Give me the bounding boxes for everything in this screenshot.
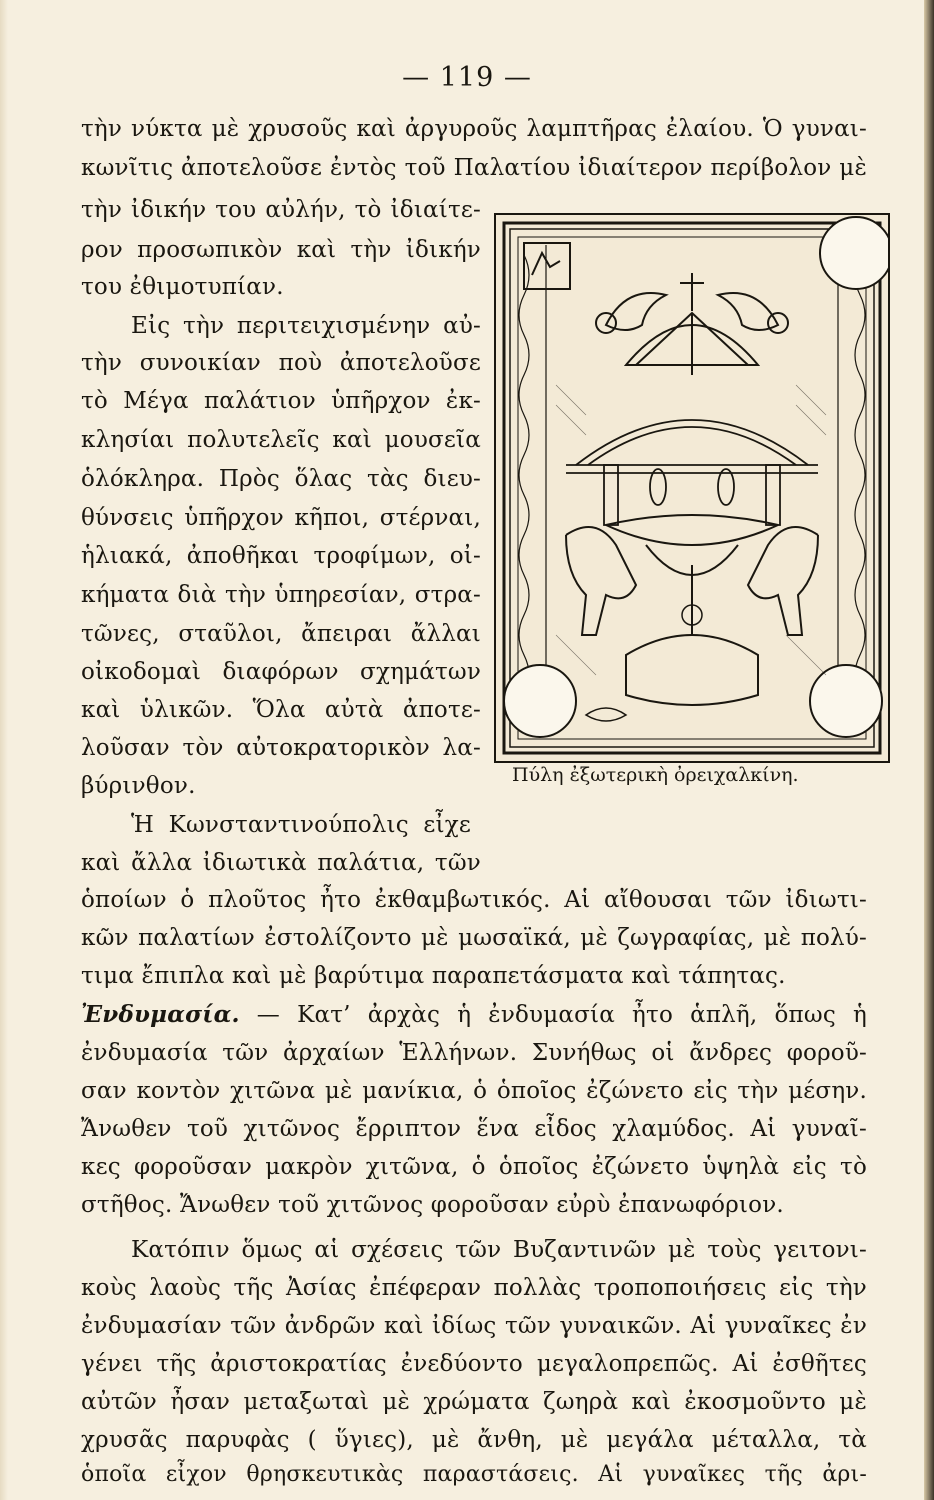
page-number: — 119 — — [402, 62, 532, 93]
text-line: καὶ ὑλικῶν. Ὅλα αὐτὰ ἀποτε- — [81, 697, 481, 723]
text-line: χρυσᾶς παρυφὰς ( ὕγιες), μὲ ἄνθη, μὲ μεγάλα μέταλλα, τὰ — [81, 1427, 867, 1453]
page-gutter-shadow — [0, 0, 8, 1500]
section-heading-clothing: Ἐνδυμασία. — [81, 1001, 240, 1028]
text-line: ἐνδυμασία τῶν ἀρχαίων Ἑλλήνων. Συνήθως οἱ ἄνδρες φοροῦ- — [81, 1040, 867, 1066]
text-line: στῆθος. Ἄνωθεν τοῦ χιτῶνος φοροῦσαν εὐρὺ ἐπανωφόριον. — [81, 1192, 784, 1218]
text-line: αὐτῶν ἦσαν μεταξωταὶ μὲ χρώματα ζωηρὰ καὶ ἐκοσμοῦντο μὲ — [81, 1389, 867, 1415]
text-line: καὶ ἄλλα ἰδιωτικὰ παλάτια, τῶν — [81, 850, 481, 876]
text-line: ὁλόκληρα. Πρὸς ὅλας τὰς διευ- — [81, 466, 481, 492]
text-line: οἰκοδομαὶ διαφόρων σχημάτων — [81, 659, 481, 685]
text-line: τιμα ἔπιπλα καὶ μὲ βαρύτιμα παραπετάσματα καὶ τάπητας. — [81, 963, 786, 989]
text-line: κῶν παλατίων ἐστολίζοντο μὲ μωσαϊκά, μὲ ζωγραφίας, μὲ πολύ- — [81, 925, 867, 951]
text-line: τὴν συνοικίαν ποὺ ἀποτελοῦσε — [81, 350, 481, 376]
text-line: Εἰς τὴν περιτειχισμένην αὐ- — [131, 313, 481, 339]
bronze-gate-illustration — [494, 213, 890, 763]
text-line: ἐνδυμασίαν τῶν ἀνδρῶν καὶ ἰδίως τῶν γυναικῶν. Αἱ γυναῖκες ἐν — [81, 1313, 867, 1339]
text-line: κωνῖτις ἀποτελοῦσε ἐντὸς τοῦ Παλατίου ἰδιαίτερον περίβολον μὲ — [81, 155, 867, 181]
text-line: κοὺς λαοὺς τῆς Ἀσίας ἐπέφεραν πολλὰς τροποποιήσεις εἰς τὴν — [81, 1275, 867, 1301]
text-line: Ἡ Κωνσταντινούπολις εἶχε — [131, 812, 471, 838]
text-line: σαν κοντὸν χιτῶνα μὲ μανίκια, ὁ ὁποῖος ἐζώνετο εἰς τὴν μέσην. — [81, 1078, 867, 1104]
text-line: ἡλιακά, ἀποθῆκαι τροφίμων, οἰ- — [81, 543, 481, 569]
text-line: θύνσεις ὑπῆρχον κῆποι, στέρναι, — [81, 505, 481, 531]
text-line: ὁποίων ὁ πλοῦτος ἦτο ἐκθαμβωτικός. Αἱ αἴθουσαι τῶν ἰδιωτι- — [81, 887, 867, 913]
text-line: Κατόπιν ὅμως αἱ σχέσεις τῶν Βυζαντινῶν μὲ τοὺς γειτονι- — [131, 1237, 867, 1263]
text-line: ὁποῖα εἶχον θρησκευτικὰς παραστάσεις. Αἱ γυναῖκες τῆς ἀρι- — [81, 1462, 867, 1487]
text-line: γένει τῆς ἀριστοκρατίας ἐνεδύοντο μεγαλοπρεπῶς. Αἱ ἐσθῆτες — [81, 1351, 867, 1377]
text-line: λοῦσαν τὸν αὐτοκρατορικὸν λα- — [81, 735, 481, 761]
text-line: κλησίαι πολυτελεῖς καὶ μουσεῖα — [81, 427, 481, 453]
text-line: τὴν νύκτα μὲ χρυσοῦς καὶ ἀργυροῦς λαμπτῆρας ἐλαίου. Ὁ γυναι- — [81, 116, 867, 142]
text-line: κήματα διὰ τὴν ὑπηρεσίαν, στρα- — [81, 582, 481, 608]
gate-engraving-icon — [496, 215, 888, 761]
text-line: τῶνες, σταῦλοι, ἄπειραι ἄλλαι — [81, 621, 481, 647]
section-first-line-text: — Κατ’ ἀρχὰς ἡ ἐνδυμασία ἦτο ἁπλῆ, ὅπως ἡ — [256, 1002, 867, 1028]
text-line: τὸ Μέγα παλάτιον ὑπῆρχον ἐκ- — [81, 388, 481, 414]
figure-caption: Πύλη ἐξωτερικὴ ὀρειχαλκίνη. — [512, 764, 799, 786]
text-line: του ἐθιμοτυπίαν. — [81, 274, 284, 300]
section-first-line — [81, 1001, 867, 1028]
page-edge — [924, 0, 934, 1500]
text-line: Ἄνωθεν τοῦ χιτῶνος ἔρριπτον ἕνα εἶδος χλαμύδος. Αἱ γυναῖ- — [81, 1116, 867, 1142]
text-line: ρον προσωπικὸν καὶ τὴν ἰδικήν — [81, 237, 481, 263]
text-line: βύρινθον. — [81, 773, 196, 799]
text-line: κες φοροῦσαν μακρὸν χιτῶνα, ὁ ὁποῖος ἐζώνετο ὑψηλὰ εἰς τὸ — [81, 1154, 867, 1180]
text-line: τὴν ἰδικήν του αὐλήν, τὸ ἰδιαίτε- — [81, 197, 481, 223]
